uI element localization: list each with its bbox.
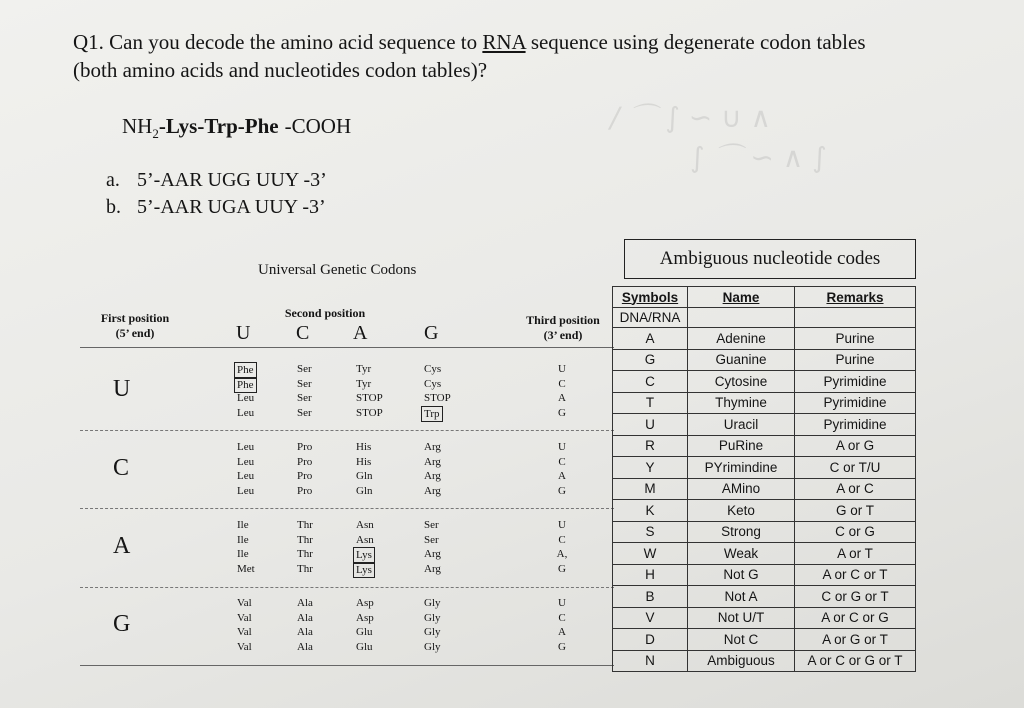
option-a-text: 5’-AAR UGG UUY -3’ <box>137 169 327 191</box>
third-position-base: A <box>558 470 566 482</box>
codon-amino-acid: Ala <box>297 597 313 609</box>
symbol-cell: A <box>613 328 688 350</box>
symbol-cell: Y <box>613 457 688 479</box>
third-position-base: A, <box>556 548 568 560</box>
ambiguous-row <box>613 607 916 629</box>
remarks-cell: Purine <box>795 328 916 350</box>
remarks-cell: G or T <box>795 500 916 522</box>
option-a <box>106 169 327 192</box>
third-position-base: C <box>558 611 566 624</box>
option-b <box>106 196 326 219</box>
codon-amino-acid: Val <box>237 597 252 609</box>
remarks-cell: Pyrimidine <box>795 392 916 414</box>
name-cell: Strong <box>688 521 795 543</box>
remarks-cell: A or C or T <box>795 564 916 586</box>
codon-amino-acid: Gly <box>424 640 441 653</box>
codon-amino-acid: Leu <box>237 392 255 404</box>
codon-amino-acid: Asn <box>356 519 374 531</box>
remarks-cell: Purine <box>795 349 916 371</box>
codon-amino-acid: Lys <box>353 547 375 564</box>
symbol-cell: K <box>613 500 688 522</box>
ambiguous-row <box>613 564 916 586</box>
codon-amino-acid: Glu <box>356 626 373 638</box>
symbol-cell: G <box>613 349 688 371</box>
codon-amino-acid: Trp <box>421 406 443 423</box>
remarks-cell: A or T <box>795 543 916 565</box>
remarks-cell: A or G <box>795 435 916 457</box>
option-a-label: a. <box>106 169 120 191</box>
codon-amino-acid: Ser <box>297 377 312 390</box>
question-line-2: (both amino acids and nucleotides codon tables)? <box>73 58 488 82</box>
subheader-empty-name <box>688 308 795 328</box>
ambiguous-header-row <box>613 287 916 308</box>
remarks-cell: Pyrimidine <box>795 371 916 393</box>
ambiguous-codes-body <box>613 287 916 672</box>
name-cell: Not U/T <box>688 607 795 629</box>
codon-amino-acid: Gln <box>356 484 373 497</box>
first-position-label: First position <box>100 311 170 325</box>
symbol-cell: S <box>613 521 688 543</box>
third-position-base: A <box>558 626 566 638</box>
first-base-u: U <box>113 376 131 402</box>
second-base-g: G <box>424 322 439 344</box>
ambiguous-row <box>613 328 916 350</box>
codon-amino-acid: Val <box>237 626 252 638</box>
symbol-cell: T <box>613 392 688 414</box>
third-position-sub: (3’ end) <box>543 328 583 342</box>
first-position-header <box>80 311 190 341</box>
name-cell: Guanine <box>688 349 795 371</box>
name-cell: Not A <box>688 586 795 608</box>
question-rna: RNA <box>482 30 526 54</box>
peptide-sequence <box>122 114 351 142</box>
header-remarks: Remarks <box>795 287 916 308</box>
symbol-cell: W <box>613 543 688 565</box>
codon-amino-acid: Leu <box>237 455 255 468</box>
symbol-cell: H <box>613 564 688 586</box>
ambiguous-row <box>613 500 916 522</box>
codon-amino-acid: Met <box>237 562 255 575</box>
remarks-cell: A or C or G <box>795 607 916 629</box>
codon-amino-acid: Cys <box>424 363 442 375</box>
third-position-base: U <box>558 597 566 609</box>
ambiguous-codes-table <box>612 286 916 672</box>
codon-rule-2 <box>80 508 614 509</box>
third-position-base: U <box>558 519 566 531</box>
subheader-dna-rna: DNA/RNA <box>613 308 688 328</box>
second-base-a: A <box>353 322 368 344</box>
background-scribble-2: ∫ ⌒ ∽ ∧ ∫ <box>690 141 827 174</box>
codon-amino-acid: Ser <box>297 392 312 404</box>
peptide-residues: -Lys-Trp-Phe <box>158 114 279 138</box>
codon-amino-acid: Tyr <box>356 363 372 375</box>
ambiguous-subheader-row <box>613 308 916 328</box>
header-name: Name <box>688 287 795 308</box>
symbol-cell: D <box>613 629 688 651</box>
peptide-cooh: -COOH <box>284 114 352 138</box>
name-cell: Weak <box>688 543 795 565</box>
codon-amino-acid: Arg <box>424 470 441 482</box>
codon-rule-bottom <box>80 665 614 666</box>
codon-amino-acid: Pro <box>297 470 313 482</box>
third-position-base: G <box>558 406 566 419</box>
ambiguous-row <box>613 586 916 608</box>
codon-amino-acid: Val <box>237 611 252 624</box>
first-position-sub: (5’ end) <box>115 326 155 340</box>
third-position-base: G <box>558 640 566 653</box>
name-cell: AMino <box>688 478 795 500</box>
remarks-cell: A or C <box>795 478 916 500</box>
codon-amino-acid: STOP <box>424 392 451 404</box>
first-base-c: C <box>113 455 130 481</box>
codon-amino-acid: Phe <box>234 377 257 394</box>
third-position-base: G <box>558 484 566 497</box>
name-cell: Uracil <box>688 414 795 436</box>
codon-amino-acid: Ser <box>297 406 312 419</box>
ambiguous-row <box>613 650 916 672</box>
background-scribble: ∕ ⌒ ∫ ∽ ∪ ∧ <box>610 101 771 134</box>
codon-amino-acid: Asn <box>356 533 374 546</box>
name-cell: Cytosine <box>688 371 795 393</box>
codon-amino-acid: Ala <box>297 640 313 653</box>
codon-amino-acid: Ser <box>297 363 312 375</box>
ambiguous-row <box>613 457 916 479</box>
codon-amino-acid: Ala <box>297 626 313 638</box>
name-cell: Not G <box>688 564 795 586</box>
name-cell: Ambiguous <box>688 650 795 672</box>
remarks-cell: C or G or T <box>795 586 916 608</box>
codon-amino-acid: Ile <box>237 548 249 560</box>
codon-rule-3 <box>80 587 614 588</box>
codon-amino-acid: Gly <box>424 611 441 624</box>
codon-amino-acid: Leu <box>237 441 255 453</box>
ambiguous-row <box>613 349 916 371</box>
name-cell: PuRine <box>688 435 795 457</box>
codon-amino-acid: Glu <box>356 640 373 653</box>
name-cell: Thymine <box>688 392 795 414</box>
codon-amino-acid: Asp <box>356 597 374 609</box>
remarks-cell: Pyrimidine <box>795 414 916 436</box>
third-position-base: C <box>558 455 566 468</box>
question-prefix: Q1. Can you decode the amino acid sequence to <box>73 30 478 54</box>
remarks-cell: C or T/U <box>795 457 916 479</box>
subheader-empty-remarks <box>795 308 916 328</box>
ambiguous-row <box>613 543 916 565</box>
third-position-base: U <box>558 441 566 453</box>
ambiguous-codes-title: Ambiguous nucleotide codes <box>624 239 916 279</box>
codon-amino-acid: Gly <box>424 597 441 609</box>
codon-amino-acid: Arg <box>424 455 441 468</box>
peptide-nh: NH <box>122 114 153 138</box>
codon-amino-acid: Arg <box>424 562 441 575</box>
peptide-subscript: 2 <box>152 126 159 142</box>
remarks-cell: A or G or T <box>795 629 916 651</box>
codon-amino-acid: Pro <box>297 455 313 468</box>
second-base-c: C <box>296 322 310 344</box>
ambiguous-row <box>613 521 916 543</box>
codon-amino-acid: His <box>356 441 372 453</box>
codon-amino-acid: Arg <box>424 441 441 453</box>
codon-amino-acid: Thr <box>297 548 313 560</box>
codon-rule-top <box>80 347 614 348</box>
remarks-cell: A or C or G or T <box>795 650 916 672</box>
codon-amino-acid: Thr <box>297 562 313 575</box>
codon-amino-acid: Val <box>237 640 252 653</box>
remarks-cell: C or G <box>795 521 916 543</box>
ambiguous-row <box>613 392 916 414</box>
ambiguous-row <box>613 371 916 393</box>
second-position-header: Second position <box>284 306 366 320</box>
codon-amino-acid: Leu <box>237 484 255 497</box>
codon-amino-acid: Thr <box>297 519 313 531</box>
question-suffix: sequence using degenerate codon tables <box>530 30 866 54</box>
header-symbols: Symbols <box>613 287 688 308</box>
codon-amino-acid: Leu <box>237 406 255 419</box>
codon-amino-acid: Phe <box>234 362 257 379</box>
third-position-base: U <box>558 363 566 375</box>
name-cell: Adenine <box>688 328 795 350</box>
third-position-base: A <box>558 392 566 404</box>
codon-amino-acid: Pro <box>297 441 313 453</box>
first-base-a: A <box>113 533 131 559</box>
codon-amino-acid: Arg <box>424 484 441 497</box>
codon-amino-acid: Thr <box>297 533 313 546</box>
name-cell: PYrimindine <box>688 457 795 479</box>
symbol-cell: R <box>613 435 688 457</box>
codon-amino-acid: Ser <box>424 519 439 531</box>
codon-amino-acid: Arg <box>424 548 441 560</box>
ambiguous-row <box>613 435 916 457</box>
symbol-cell: B <box>613 586 688 608</box>
codon-amino-acid: Lys <box>353 562 375 579</box>
third-position-header <box>508 313 618 343</box>
symbol-cell: M <box>613 478 688 500</box>
third-position-base: C <box>558 377 566 390</box>
codon-amino-acid: Ile <box>237 519 249 531</box>
second-base-u: U <box>236 322 251 344</box>
codon-amino-acid: STOP <box>356 406 383 419</box>
codon-rule-1 <box>80 430 614 431</box>
ambiguous-row <box>613 478 916 500</box>
option-b-text: 5’-AAR UGA UUY -3’ <box>137 196 326 218</box>
question-line-1 <box>73 30 866 55</box>
symbol-cell: N <box>613 650 688 672</box>
codon-amino-acid: Tyr <box>356 377 372 390</box>
genetic-code-title: Universal Genetic Codons <box>258 262 417 278</box>
first-base-g: G <box>113 611 131 637</box>
codon-amino-acid: Ala <box>297 611 313 624</box>
codon-amino-acid: Cys <box>424 377 442 390</box>
codon-amino-acid: Pro <box>297 484 313 497</box>
option-b-label: b. <box>106 196 121 218</box>
third-position-base: C <box>558 533 566 546</box>
symbol-cell: V <box>613 607 688 629</box>
codon-amino-acid: Ser <box>424 533 439 546</box>
codon-amino-acid: Gln <box>356 470 373 482</box>
ambiguous-row <box>613 629 916 651</box>
codon-amino-acid: Asp <box>356 611 374 624</box>
symbol-cell: U <box>613 414 688 436</box>
name-cell: Keto <box>688 500 795 522</box>
name-cell: Not C <box>688 629 795 651</box>
codon-amino-acid: His <box>356 455 372 468</box>
third-position-base: G <box>558 562 566 575</box>
third-position-label: Third position <box>526 313 600 327</box>
codon-amino-acid: Ile <box>237 533 249 546</box>
codon-amino-acid: Leu <box>237 470 255 482</box>
codon-amino-acid: Gly <box>424 626 441 638</box>
ambiguous-row <box>613 414 916 436</box>
symbol-cell: C <box>613 371 688 393</box>
codon-amino-acid: STOP <box>356 392 383 404</box>
